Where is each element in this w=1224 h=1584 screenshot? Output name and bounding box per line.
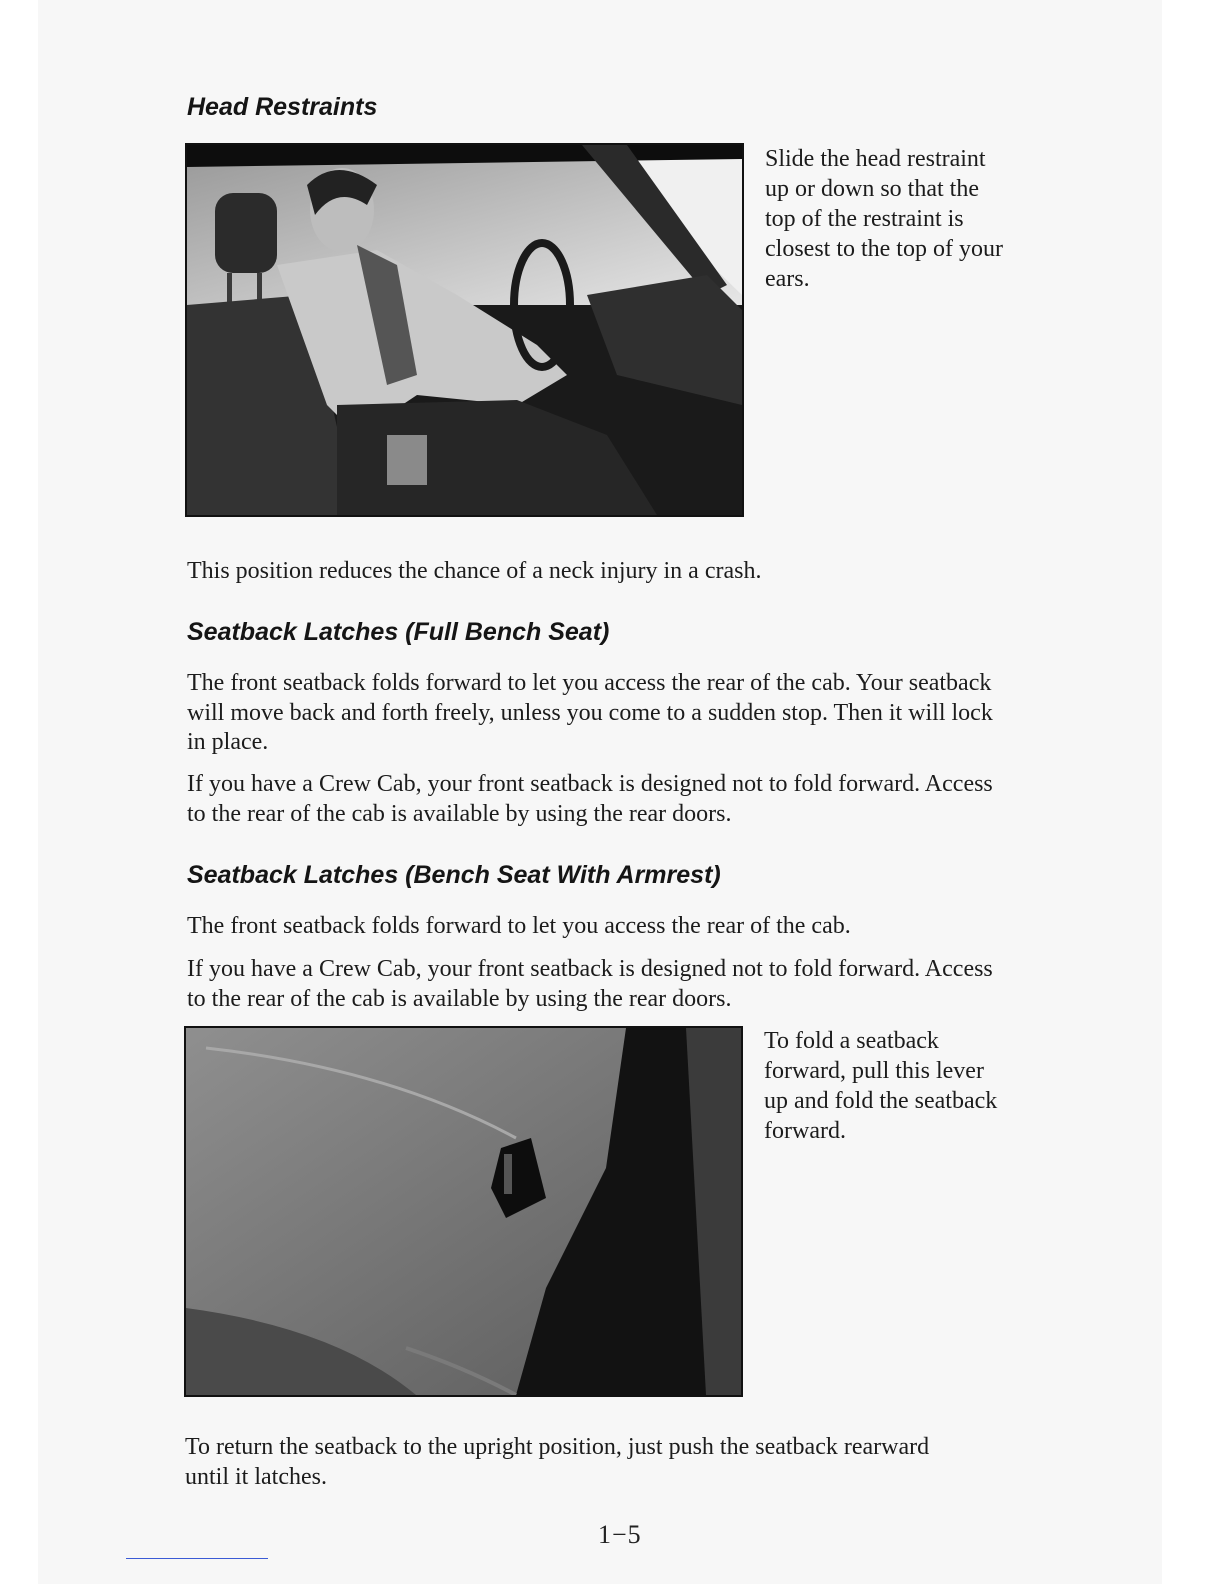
- heading-head-restraints: Head Restraints: [187, 93, 378, 121]
- heading-seatback-bench-armrest: Seatback Latches (Bench Seat With Armrest): [187, 861, 721, 889]
- full-bench-paragraph-1: The front seatback folds forward to let you access the rear of the cab. Your seatback will move back and forth freely, unless you come to a sudden stop. Then it will lock in place.: [187, 670, 993, 755]
- armrest-paragraph-2: If you have a Crew Cab, your front seatback is designed not to fold forward. Access to the rear of the cab is available by using the rear doors.: [187, 956, 993, 1012]
- fold-seatback-side-text: To fold a seatback forward, pull this lever up and fold the seatback forward.: [764, 1028, 998, 1144]
- armrest-paragraph-1: The front seatback folds forward to let you access the rear of the cab.: [187, 913, 851, 939]
- full-bench-paragraph-2: If you have a Crew Cab, your front seatback is designed not to fold forward. Access to the rear of the cab is available by using the rear doors.: [187, 771, 993, 827]
- page-number: 1−5: [598, 1520, 642, 1549]
- seatback-lever-photo: [184, 1026, 743, 1397]
- heading-seatback-full-bench: Seatback Latches (Full Bench Seat): [187, 618, 610, 646]
- footer-rule: [126, 1558, 268, 1559]
- return-seatback-text: To return the seatback to the upright position, just push the seatback rearward until it latches.: [185, 1434, 930, 1490]
- head-restraint-side-text: Slide the head restraint up or down so that the top of the restraint is closest to the top of your ears.: [765, 146, 1003, 292]
- head-restraint-after-text: This position reduces the chance of a neck injury in a crash.: [187, 558, 762, 584]
- driver-head-restraint-photo: [185, 143, 744, 517]
